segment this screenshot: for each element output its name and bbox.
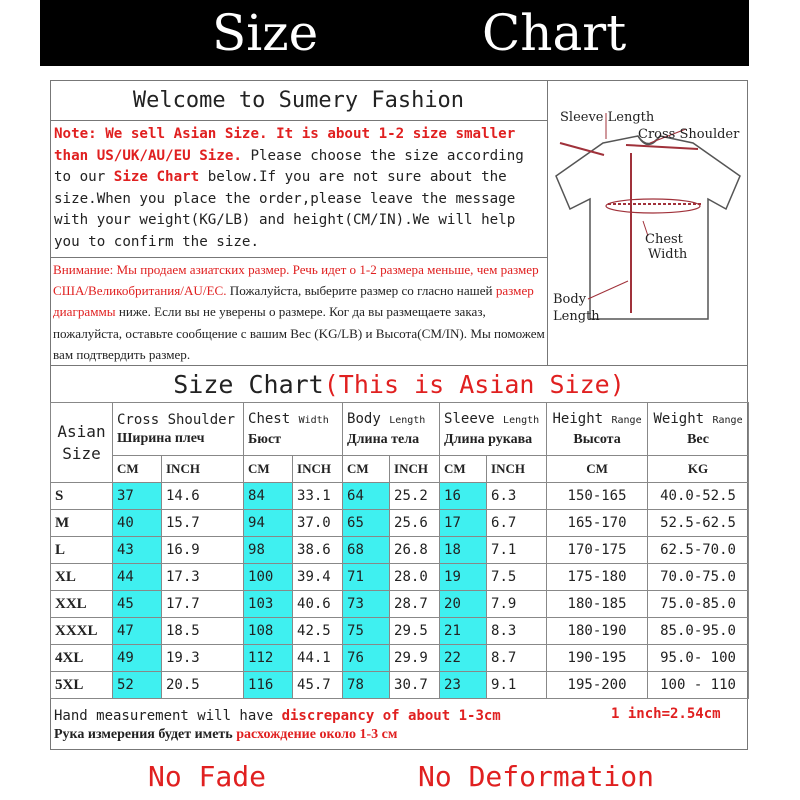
table-cell: 170-175 bbox=[547, 537, 648, 564]
table-cell: 45.7 bbox=[293, 672, 343, 699]
label-body-length: Length bbox=[553, 309, 600, 324]
table-row bbox=[51, 537, 749, 564]
table-cell: 40 bbox=[113, 510, 162, 537]
table-cell: 20.5 bbox=[162, 672, 244, 699]
table-cell: 44.1 bbox=[293, 645, 343, 672]
table-cell: 25.2 bbox=[390, 483, 440, 510]
table-cell: 37.0 bbox=[293, 510, 343, 537]
header-cross-shoulder: Cross Shoulder Ширина плеч bbox=[113, 403, 244, 456]
unit-cell: CM bbox=[343, 456, 390, 483]
unit-cell: CM bbox=[547, 456, 648, 483]
note-ru-text2: ниже. Если вы не уверены о размере. Ког да вы размещаете заказ, пожалуйста, оставьте сообщение с вашим Вес (KG/LB) и Высота(CM/IN). Мы поможем вам подтвердить размер. bbox=[53, 304, 545, 362]
unit-cell: INCH bbox=[487, 456, 547, 483]
table-row bbox=[51, 645, 749, 672]
table-cell: 76 bbox=[343, 645, 390, 672]
table-cell: 100 - 110 bbox=[648, 672, 749, 699]
tagline-no-fade: No Fade bbox=[148, 760, 267, 793]
table-cell: 116 bbox=[244, 672, 293, 699]
table-cell: 65 bbox=[343, 510, 390, 537]
footer-english bbox=[54, 706, 501, 727]
shoulder-arrow bbox=[626, 145, 698, 149]
note-en-text2: below.If you are not sure about the size.When you place the order,please leave the message with your weight(KG/LB) and height(CM/IN).We will help you to confirm the size. bbox=[54, 169, 516, 250]
note-en-size-chart: Size Chart bbox=[113, 169, 200, 185]
table-cell: 195-200 bbox=[547, 672, 648, 699]
header-body: Body Length Длина тела bbox=[343, 403, 440, 456]
unit-cell: CM bbox=[440, 456, 487, 483]
header-weight: Weight Range Вес bbox=[648, 403, 749, 456]
table-cell: 29.9 bbox=[390, 645, 440, 672]
table-row bbox=[51, 672, 749, 699]
table-row bbox=[51, 591, 749, 618]
table-cell: 14.6 bbox=[162, 483, 244, 510]
table-cell: 18 bbox=[440, 537, 487, 564]
table-cell: 85.0-95.0 bbox=[648, 618, 749, 645]
footer-russian bbox=[54, 727, 397, 743]
table-cell: 21 bbox=[440, 618, 487, 645]
table-cell: 62.5-70.0 bbox=[648, 537, 749, 564]
table-cell: 112 bbox=[244, 645, 293, 672]
inch-conversion: 1 inch=2.54cm bbox=[611, 706, 721, 722]
table-cell: 52 bbox=[113, 672, 162, 699]
label-chest-width: Width bbox=[648, 247, 688, 262]
table-cell: 43 bbox=[113, 537, 162, 564]
table-cell: 37 bbox=[113, 483, 162, 510]
banner-title-right: Chart bbox=[482, 4, 627, 62]
table-cell: 47 bbox=[113, 618, 162, 645]
table-cell: 15.7 bbox=[162, 510, 244, 537]
table-cell: 38.6 bbox=[293, 537, 343, 564]
table-cell: 98 bbox=[244, 537, 293, 564]
table-cell: 175-180 bbox=[547, 564, 648, 591]
table-cell: 28.0 bbox=[390, 564, 440, 591]
size-label: 4XL bbox=[51, 645, 113, 672]
table-row bbox=[51, 483, 749, 510]
table-cell: 16 bbox=[440, 483, 487, 510]
body-pointer bbox=[588, 281, 628, 299]
footer-ru-text: Рука измерения будет иметь bbox=[54, 727, 237, 742]
table-cell: 8.7 bbox=[487, 645, 547, 672]
table-row bbox=[51, 564, 749, 591]
table-cell: 64 bbox=[343, 483, 390, 510]
table-cell: 100 bbox=[244, 564, 293, 591]
table-cell: 94 bbox=[244, 510, 293, 537]
size-table bbox=[50, 402, 749, 699]
table-cell: 108 bbox=[244, 618, 293, 645]
size-label: L bbox=[51, 537, 113, 564]
asian-size-header: Asian Size bbox=[51, 403, 113, 483]
header-chest: Chest Width Бюст bbox=[244, 403, 343, 456]
table-cell: 8.3 bbox=[487, 618, 547, 645]
table-cell: 165-170 bbox=[547, 510, 648, 537]
header-sleeve: Sleeve Length Длина рукава bbox=[440, 403, 547, 456]
table-row bbox=[51, 510, 749, 537]
table-cell: 39.4 bbox=[293, 564, 343, 591]
note-ru-text1: Пожалуйста, выберите размер со гласно нашей bbox=[226, 283, 496, 299]
unit-row bbox=[51, 456, 749, 483]
note-russian bbox=[53, 259, 545, 365]
table-cell: 45 bbox=[113, 591, 162, 618]
table-cell: 40.6 bbox=[293, 591, 343, 618]
title-banner bbox=[40, 0, 749, 66]
table-cell: 75 bbox=[343, 618, 390, 645]
table-cell: 190-195 bbox=[547, 645, 648, 672]
note-english bbox=[54, 124, 546, 253]
footer-ru-discrepancy: расхождение около 1-3 см bbox=[236, 727, 398, 742]
table-cell: 19.3 bbox=[162, 645, 244, 672]
size-chart-title-asian: (This is Asian Size) bbox=[323, 369, 625, 399]
note-en-warning: Note: We sell Asian Size. It is about 1-2 size smaller than US/UK/AU/EU Size. bbox=[54, 126, 516, 164]
size-chart-title-text: Size Chart bbox=[173, 369, 324, 399]
table-cell: 33.1 bbox=[293, 483, 343, 510]
label-sleeve-length: Sleeve Length bbox=[560, 110, 655, 125]
table-cell: 20 bbox=[440, 591, 487, 618]
table-cell: 17.3 bbox=[162, 564, 244, 591]
table-cell: 23 bbox=[440, 672, 487, 699]
table-cell: 40.0-52.5 bbox=[648, 483, 749, 510]
size-label: S bbox=[51, 483, 113, 510]
table-cell: 17.7 bbox=[162, 591, 244, 618]
table-cell: 7.9 bbox=[487, 591, 547, 618]
tagline-no-deformation: No Deformation bbox=[418, 760, 655, 793]
unit-cell: CM bbox=[244, 456, 293, 483]
divider-notes bbox=[50, 257, 547, 258]
table-cell: 150-165 bbox=[547, 483, 648, 510]
table-cell: 25.6 bbox=[390, 510, 440, 537]
table-cell: 16.9 bbox=[162, 537, 244, 564]
table-cell: 71 bbox=[343, 564, 390, 591]
table-cell: 103 bbox=[244, 591, 293, 618]
note-ru-size-chart: размер диаграммы bbox=[53, 283, 534, 320]
label-chest: Chest bbox=[645, 232, 683, 247]
unit-cell: INCH bbox=[162, 456, 244, 483]
unit-cell: INCH bbox=[390, 456, 440, 483]
size-label: M bbox=[51, 510, 113, 537]
table-cell: 19 bbox=[440, 564, 487, 591]
table-cell: 84 bbox=[244, 483, 293, 510]
table-cell: 28.7 bbox=[390, 591, 440, 618]
table-cell: 44 bbox=[113, 564, 162, 591]
table-cell: 29.5 bbox=[390, 618, 440, 645]
header-row bbox=[51, 403, 749, 456]
table-cell: 52.5-62.5 bbox=[648, 510, 749, 537]
table-cell: 70.0-75.0 bbox=[648, 564, 749, 591]
table-cell: 73 bbox=[343, 591, 390, 618]
sleeve-arrow bbox=[560, 143, 604, 155]
label-cross-shoulder: Cross Shoulder bbox=[638, 127, 740, 142]
table-cell: 30.7 bbox=[390, 672, 440, 699]
welcome-heading: Welcome to Sumery Fashion bbox=[50, 80, 547, 121]
table-cell: 7.5 bbox=[487, 564, 547, 591]
table-cell: 6.7 bbox=[487, 510, 547, 537]
footer-en-text: Hand measurement will have bbox=[54, 708, 282, 724]
label-body: Body bbox=[553, 292, 587, 307]
table-row bbox=[51, 618, 749, 645]
header-height: Height Range Высота bbox=[547, 403, 648, 456]
table-cell: 180-190 bbox=[547, 618, 648, 645]
table-cell: 42.5 bbox=[293, 618, 343, 645]
table-cell: 17 bbox=[440, 510, 487, 537]
unit-cell: KG bbox=[648, 456, 749, 483]
size-label: XXL bbox=[51, 591, 113, 618]
note-ru-warning: Внимание: Мы продаем азиатских размер. Речь идет о 1-2 размера меньше, чем размер США/Великобритания/AU/EC. bbox=[53, 262, 539, 299]
size-label: XL bbox=[51, 564, 113, 591]
table-cell: 95.0- 100 bbox=[648, 645, 749, 672]
footer-en-discrepancy: discrepancy of about 1-3cm bbox=[281, 708, 501, 724]
note-en-text1: Please choose the size according to our bbox=[54, 147, 524, 185]
size-chart-title bbox=[50, 366, 748, 402]
table-cell: 78 bbox=[343, 672, 390, 699]
size-label: XXXL bbox=[51, 618, 113, 645]
table-cell: 26.8 bbox=[390, 537, 440, 564]
table-cell: 7.1 bbox=[487, 537, 547, 564]
table-cell: 180-185 bbox=[547, 591, 648, 618]
table-cell: 9.1 bbox=[487, 672, 547, 699]
table-cell: 75.0-85.0 bbox=[648, 591, 749, 618]
table-cell: 18.5 bbox=[162, 618, 244, 645]
table-cell: 49 bbox=[113, 645, 162, 672]
chest-ellipse bbox=[606, 199, 700, 213]
unit-cell: CM bbox=[113, 456, 162, 483]
unit-cell: INCH bbox=[293, 456, 343, 483]
table-cell: 22 bbox=[440, 645, 487, 672]
banner-title-left: Size bbox=[212, 4, 319, 62]
table-cell: 6.3 bbox=[487, 483, 547, 510]
size-label: 5XL bbox=[51, 672, 113, 699]
table-cell: 68 bbox=[343, 537, 390, 564]
